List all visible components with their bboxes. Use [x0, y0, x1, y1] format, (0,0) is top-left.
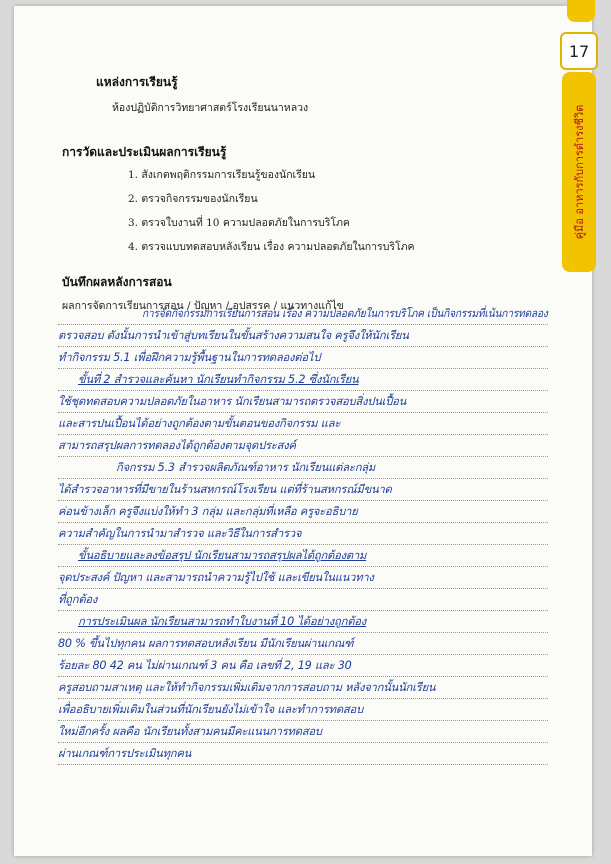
handwritten-line: ค่อนข้างเล็ก ครูจึงแบ่งให้ทำ 3 กลุ่ม และกลุ่มที่เหลือ ครูจะอธิบาย [58, 505, 358, 518]
handwritten-line: ได้สำรวจอาหารที่มีขายในร้านสหกรณ์โรงเรียน แต่ที่ร้านสหกรณ์มีขนาด [58, 483, 392, 496]
handwritten-line: ความสำคัญในการนำมาสำรวจ และวิธีในการสำรวจ [58, 527, 302, 540]
side-tab-label: คู่มือ อาหารกับการดำรงชีวิต [573, 104, 586, 240]
handwritten-line: จุดประสงค์ ปัญหา และสามารถนำความรู้ไปใช้ และเขียนในแนวทาง [58, 571, 374, 584]
assessment-item: 3. ตรวจใบงานที่ 10 ความปลอดภัยในการบริโภค [128, 217, 350, 229]
handwritten-line: ครูสอบถามสาเหตุ และให้ทำกิจกรรมเพิ่มเติมจากการสอบถาม หลังจากนั้นนักเรียน [58, 681, 436, 694]
handwritten-line: ร้อยละ 80 42 คน ไม่ผ่านเกณฑ์ 3 คน คือ เลขที่ 2, 19 และ 30 [58, 659, 352, 672]
handwritten-line: การจัดกิจกรรมการเรียนการสอน เรื่อง ความปลอดภัยในการบริโภค เป็นกิจกรรมที่เน้นการทดลอง [142, 307, 548, 320]
handwritten-line: ใหม่อีกครั้ง ผลคือ นักเรียนทั้งสามคนมีคะแนนการทดสอบ [58, 725, 322, 738]
record-subheading: ผลการจัดการเรียนการสอน / ปัญหา / อุปสรรค / แนวทางแก้ไข [62, 300, 344, 312]
handwritten-line: ตรวจสอบ ดังนั้นการนำเข้าสู่บทเรียนในขั้นสร้างความสนใจ ครูจึงให้นักเรียน [58, 329, 409, 342]
assessment-heading: การวัดและประเมินผลการเรียนรู้ [62, 145, 227, 159]
handwritten-line: ใช้ชุดทดสอบความปลอดภัยในอาหาร นักเรียนสามารถตรวจสอบสิ่งปนเปื้อน [58, 395, 407, 408]
handwritten-line: ขั้นที่ 2 สำรวจและค้นหา นักเรียนทำกิจกรรม 5.2 ซึ่งนักเรียน [78, 373, 359, 386]
handwritten-line: สามารถสรุปผลการทดลองได้ถูกต้องตามจุดประสงค์ [58, 439, 296, 452]
handwritten-line: การประเมินผล นักเรียนสามารถทำใบงานที่ 10 ได้อย่างถูกต้อง [78, 615, 367, 628]
handwritten-line: 80 % ขึ้นไปทุกคน ผลการทดสอบหลังเรียน มีนักเรียนผ่านเกณฑ์ [58, 637, 354, 650]
assessment-item: 2. ตรวจกิจกรรมของนักเรียน [128, 193, 258, 205]
assessment-item: 4. ตรวจแบบทดสอบหลังเรียน เรื่อง ความปลอดภัยในการบริโภค [128, 241, 415, 253]
handwritten-line: ขั้นอธิบายและลงข้อสรุป นักเรียนสามารถสรุปผลได้ถูกต้องตาม [78, 549, 367, 562]
handwritten-line: กิจกรรม 5.3 สำรวจผลิตภัณฑ์อาหาร นักเรียนแต่ละกลุ่ม [116, 461, 376, 474]
handwritten-line: เพื่ออธิบายเพิ่มเติมในส่วนที่นักเรียนยังไม่เข้าใจ และทำการทดสอบ [58, 703, 363, 716]
handwritten-line: ที่ถูกต้อง [58, 593, 98, 606]
handwritten-line: ผ่านเกณฑ์การประเมินทุกคน [58, 747, 192, 760]
side-chapter-tab [562, 72, 596, 272]
handwritten-line: และสารปนเปื้อนได้อย่างถูกต้องตามขั้นตอนของกิจกรรม และ [58, 417, 341, 430]
top-color-tab [567, 0, 595, 22]
record-heading: บันทึกผลหลังการสอน [62, 275, 172, 289]
page-number: 17 [560, 32, 598, 70]
handwritten-line: ทำกิจกรรม 5.1 เพื่อฝึกความรู้พื้นฐานในการทดลองต่อไป [58, 351, 321, 364]
sources-heading: แหล่งการเรียนรู้ [96, 75, 178, 89]
assessment-item: 1. สังเกตพฤติกรรมการเรียนรู้ของนักเรียน [128, 169, 316, 181]
sources-text: ห้องปฏิบัติการวิทยาศาสตร์โรงเรียนนาหลวง [112, 102, 309, 114]
